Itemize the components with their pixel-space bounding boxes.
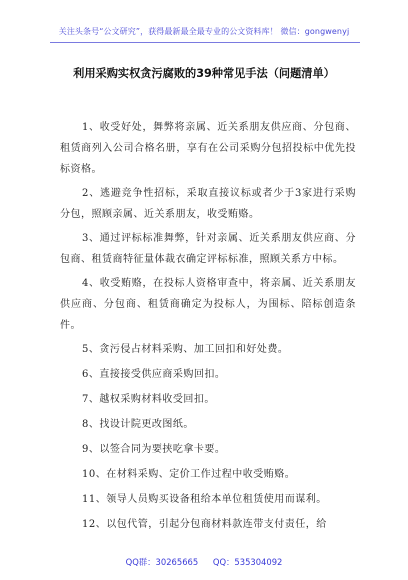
list-item-9: 9、以签合同为要挟吃拿卡要。	[82, 444, 226, 455]
header-banner: 关注头条号“公文研究”，获得最新最全最专业的公文资料库！ 微信：gongwenyj	[58, 27, 350, 36]
list-item-8: 8、找设计院更改图纸。	[82, 419, 194, 430]
footer	[0, 556, 408, 568]
list-item-4: 4、收受贿赂，在投标人资格审查中，将亲属、近关系朋友供应商、分包商、租赁商确定为投标人，为围标、陪标创造条件。	[60, 278, 356, 331]
list-item-3: 3、通过评标标准舞弊，针对亲属、近关系朋友供应商、分包商、租赁商特征量体裁衣确定评标标准，照顾关系方中标。	[60, 233, 356, 265]
document-body	[60, 117, 356, 539]
footer-qq-group: QQ群：30265665	[125, 557, 199, 567]
footer-qq: QQ：535304092	[212, 557, 283, 567]
list-item-1: 1、收受好处，舞弊将亲属、近关系朋友供应商、分包商、租赁商列入公司合格名册，享有在公司采购分包招投标中优先投标资格。	[60, 122, 356, 175]
list-item-2: 2、逃避竞争性招标，采取直接议标或者少于3家进行采购分包，照顾亲属、近关系朋友，收受贿赂。	[60, 188, 356, 220]
list-item-6: 6、直接接受供应商采购回扣。	[82, 369, 226, 380]
list-item-5: 5、贪污侵占材料采购、加工回扣和好处费。	[82, 344, 289, 355]
header-divider	[50, 42, 360, 43]
list-item-12: 12、以包代管，引起分包商材料款连带支付责任，给	[82, 519, 327, 530]
list-item-10: 10、在材料采购、定价工作过程中收受贿赂。	[82, 469, 296, 480]
document-title: 利用采购实权贪污腐败的39种常见手法（问题清单）	[73, 67, 335, 80]
list-item-7: 7、越权采购材料收受回扣。	[82, 394, 215, 405]
list-item-11: 11、领导人员购买设备租给本单位租赁使用而谋利。	[82, 494, 327, 505]
